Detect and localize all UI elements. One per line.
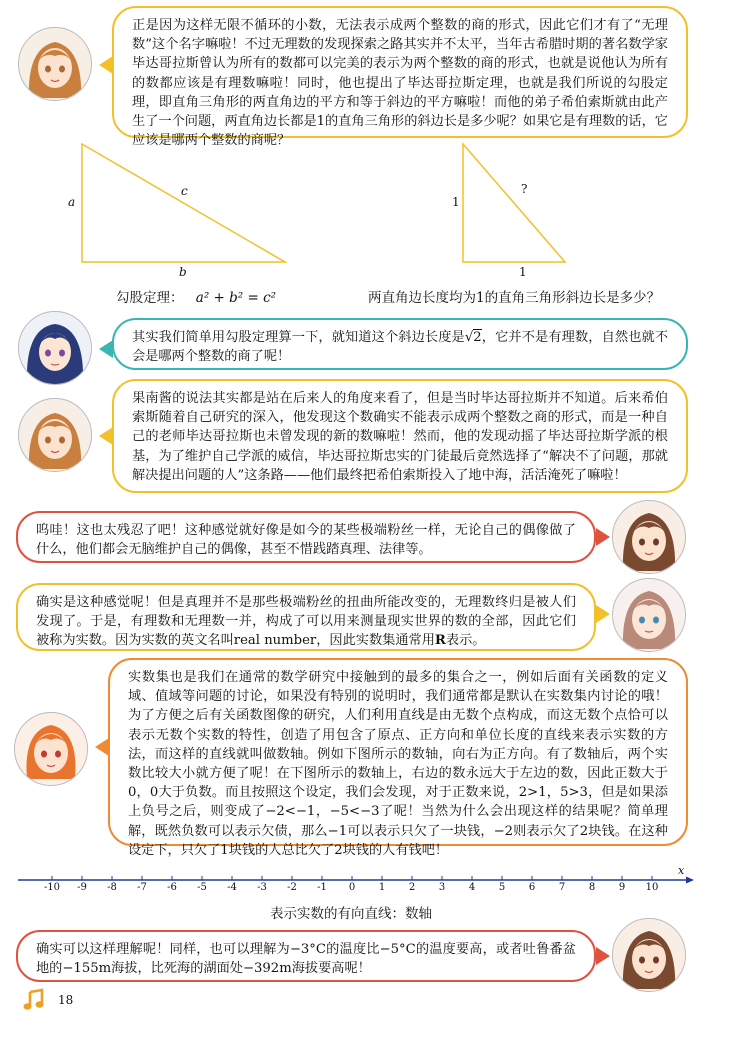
avatar-kasumi-2 [612,918,686,992]
number-line-tick-label: 2 [408,882,416,893]
pythagorean-caption-text: 勾股定理： [116,290,184,306]
number-line-tick-label: 9 [618,882,626,893]
bubble-tail [596,605,610,623]
number-line-axis-variable: x [678,864,685,877]
number-line-tick-label: -7 [137,882,147,893]
character-portrait-icon [613,501,685,573]
number-line-tick-label: -9 [77,882,87,893]
number-line-tick-label: 3 [438,882,446,893]
music-note-icon [22,988,46,1012]
avatar-chika-2 [18,398,92,472]
avatar-kanan [18,311,92,385]
bubble-4-text: 呜哇！这也太残忍了吧！这种感觉就好像是如今的某些极端粉丝一样，无论自己的偶像做了什么，他们都会无脑维护自己的偶像，甚至不惜践踏真理、法律等。 [36,523,576,558]
bubble-1-text: 正是因为这样无限不循环的小数，无法表示成两个整数的商的形式，因此它们才有了“无理数”这个名字嘛啦！不过无理数的发现探索之路其实并不太平，当年古希腊时期的著名数学家毕达哥拉斯曾认为所有的数都可以完美的表示为两个整数的商的形式，也就是说他认为所有的数都应该是有理数嘛啦！同时，他也提出了毕达哥拉斯定理，也就是我们所说的勾股定理，即直角三角形的两直角边的平方和等于斜边的平方嘛啦！而他的弟子希伯索斯就由此产生了一个问题，两直角边长都是1的直角三角形的斜边长是多少呢？如果它是有理数的话，它应该是哪两个整数的商呢？ [132,18,668,149]
bubble-5-text: 确实是这种感觉呢！但是真理并不是那些极端粉丝的扭曲所能改变的，无理数终归是被人们发现了。于是，有理数和无理数一并，构成了可以用来测量现实世界的数的全部，因此它们被称为实数。因为实数的英文名叫real number，因此实数集通常用 [36,595,576,649]
character-portrait-icon [613,919,685,991]
bubble-2-text-before: 其实我们简单用勾股定理算一下，就知道这个斜边长度是 [132,330,465,345]
triangle-label-a: a [68,195,76,209]
avatar-arisa [612,578,686,652]
number-line-tick-label: 7 [558,882,566,893]
sqrt-radicand: 2 [473,330,482,345]
number-line-tick-label: -10 [43,882,61,893]
real-set-symbol: R [434,633,446,649]
bubble-3-text: 果南酱的说法其实都是站在后来人的角度来看了，但是当时毕达哥拉斯并不知道。后来希伯索斯随着自己研究的深入，他发现这个数确实不能表示成两个整数之商的形式，而是一种自己的老师毕达哥拉斯也未曾发现的新的数嘛啦！然而，他的发现动摇了毕达哥拉斯学派的根基，为了维护自己学派的威信，毕达哥拉斯忠实的门徒最后竟然选择了“解决不了问题，那就解决提出问题的人”这条路——他们最终把希伯索斯投入了地中海，活活淹死了嘛啦！ [132,391,668,483]
number-line-tick-label: 6 [528,882,536,893]
number-line-tick-label: -6 [167,882,177,893]
bubble-5-text-end: 表示。 [445,633,486,649]
bubble-tail [596,947,610,965]
sqrt-symbol: √ [464,330,474,345]
number-line-tick-label: -2 [287,882,297,893]
character-portrait-icon [613,579,685,651]
avatar-you [14,712,88,786]
speech-bubble-1 [112,6,688,149]
speech-bubble-3 [112,379,688,493]
bubble-7-text: 确实可以这样理解呢！同样，也可以理解为−3°C的温度比−5°C的温度要高，或者吐鲁番盆地的−155m海拔，比死海的湖面处−392m海拔要高呢！ [36,942,576,977]
page-number: 18 [58,993,74,1007]
speech-bubble-7 [16,930,596,982]
speech-bubble-2 [112,318,688,370]
bubble-tail [99,56,113,74]
unit-triangle-figure [455,140,575,270]
pythagorean-caption [116,286,276,306]
unit-triangle-leg-horizontal: 1 [519,265,527,279]
number-line-tick-label: -1 [317,882,327,893]
bubble-2-text-after: ，它并不是有理数，自然也就不会是哪两个整数的商了呢！ [132,330,669,365]
number-line-caption: 表示实数的有向直线：数轴 [270,906,432,922]
character-portrait-icon [19,399,91,471]
unit-triangle-caption: 两直角边长度均为1的直角三角形斜边长是多少？ [368,290,661,306]
speech-bubble-4 [16,511,596,563]
speech-bubble-6 [108,658,688,858]
avatar-chika-1 [18,27,92,101]
number-line-tick-label: 4 [468,882,476,893]
speech-bubble-5 [16,583,596,651]
unit-triangle-leg-vertical: 1 [452,195,460,209]
bubble-6-text: 实数集也是我们在通常的数学研究中接触到的最多的集合之一，例如后面有关函数的定义域、值域等问题的讨论，如果没有特别的说明时，我们通常都是默认在实数集内讨论的哦！为了方便之后有关函数图像的研究，人们利用直线是由无数个点构成，而这无数个点恰可以表示无数个实数的特性，创造了用包含了原点、正方向和单位长度的直线来表示实数的方法，而这样的直线就叫做数轴。例如下图所示的数轴，向右为正方向。有了数轴后，两个实数比较大小就方便了呢！在下图所示的数轴上，右边的数永远大于左边的数，因此正数大于0，0大于负数。而且按照这个设定，我们会发现，对于正数来说，2>1，5>3，但是如果添上负号之后，则变成了−2<−1，−5<−3了呢！当然为什么会出现这样的结果呢？简单理解，既然负数可以表示欠债，那么−1可以表示只欠了一块钱，−2则表示欠了2块钱。在这种设定下，只欠了1块钱的人总比欠了2块钱的人有钱吧！ [128,670,668,858]
unit-triangle-hypotenuse: ? [521,182,528,196]
triangle-label-b: b [179,265,187,279]
triangle-label-c: c [181,184,188,198]
number-line-tick-label: 1 [378,882,386,893]
bubble-tail [99,427,113,445]
bubble-tail [99,340,113,358]
character-portrait-icon [19,312,91,384]
number-line-tick-label: -4 [227,882,237,893]
number-line-tick-label: -3 [257,882,267,893]
number-line-tick-label: -5 [197,882,207,893]
pythagorean-formula: a² + b² = c² [195,290,277,306]
pythagorean-triangle-figure [70,140,295,270]
number-line-tick-label: 10 [645,882,659,893]
character-portrait-icon [15,713,87,785]
bubble-tail [95,738,109,756]
bubble-tail [596,528,610,546]
number-line-tick-label: 0 [348,882,356,893]
avatar-kasumi [612,500,686,574]
number-line-tick-label: -8 [107,882,117,893]
character-portrait-icon [19,28,91,100]
number-line-tick-label: 8 [588,882,596,893]
number-line-tick-label: 5 [498,882,506,893]
